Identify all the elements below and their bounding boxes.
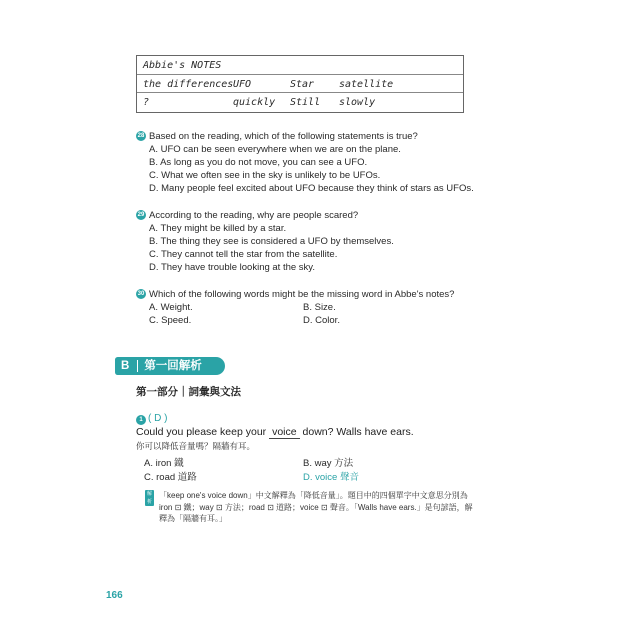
- answer-label: [136, 413, 167, 425]
- correct-choice: D. voice 聲音: [303, 472, 359, 483]
- notes-title-row: [137, 56, 463, 74]
- question-number-badge: 29: [137, 212, 145, 218]
- chinese-translation: 你可以降低音量嗎？隔牆有耳。: [136, 441, 256, 451]
- notes-cell: Star: [290, 79, 315, 90]
- section-title: 第一回解析: [144, 360, 202, 372]
- notes-row-1: [137, 74, 463, 93]
- answer-choices: [136, 457, 436, 485]
- notes-cell: UFO: [233, 79, 252, 90]
- section-letter: B: [121, 360, 130, 372]
- choice: A. iron 鐵: [144, 458, 184, 469]
- explanation-line: iron ⊡ 鐵；way ⊡ 方法；road ⊡ 道路；voice ⊡ 聲音。「Walls have ears.」是句諺語，解: [159, 502, 473, 512]
- subsection-title: 第一部分｜詞彙與文法: [136, 386, 241, 398]
- option: D. Color.: [303, 315, 340, 326]
- option: D. They have trouble looking at the sky.: [149, 262, 315, 273]
- explanation-tag: 解析: [146, 491, 152, 505]
- explanation-line: 釋為「隔牆有耳。」: [159, 514, 227, 523]
- question-stem: [136, 288, 476, 301]
- question-stem: [136, 130, 476, 143]
- choice: C. road 道路: [144, 472, 197, 483]
- option: B. As long as you do not move, you can see a UFO.: [149, 157, 368, 168]
- notes-row-2: [137, 92, 463, 111]
- question-text: According to the reading, why are people scared?: [149, 210, 359, 221]
- notes-cell: slowly: [339, 97, 376, 108]
- option: B. Size.: [303, 302, 336, 313]
- option: C. What we often see in the sky is unlikely to be UFOs.: [149, 170, 381, 181]
- question-text: Based on the reading, which of the following statements is true?: [149, 131, 418, 142]
- option: C. Speed.: [149, 315, 192, 326]
- sentence-part: down? Walls have ears.: [299, 426, 414, 438]
- option-row: [136, 301, 476, 314]
- question-30: [136, 288, 476, 327]
- sentence-part: Could you please keep your: [136, 426, 270, 438]
- explanation-box: [145, 490, 475, 536]
- option-row: [136, 314, 476, 327]
- explanation-text: [159, 490, 475, 525]
- option: A. They might be killed by a star.: [149, 223, 287, 234]
- section-header: [115, 357, 212, 375]
- page-number: 166: [106, 590, 123, 601]
- notes-title: Abbie's NOTES: [143, 60, 222, 71]
- notes-cell: Still: [290, 97, 321, 108]
- explanation-line: 「keep one's voice down」中文解釋為「降低音量」。題目中的四個單字中文意思分別為: [159, 491, 468, 500]
- notes-cell: the differences: [143, 79, 234, 90]
- choice: B. way 方法: [303, 458, 354, 469]
- question-number-badge: 30: [137, 291, 145, 297]
- answer-choice: ( D ): [148, 413, 168, 424]
- section-divider: [137, 360, 138, 372]
- option: B. The thing they see is considered a UFO by themselves.: [149, 236, 394, 247]
- answer-sentence: [136, 426, 414, 439]
- question-29: [136, 209, 476, 274]
- answer-number-badge: 1: [136, 415, 146, 425]
- abbies-notes-table: [136, 55, 464, 113]
- option: A. UFO can be seen everywhere when we are on the plane.: [149, 144, 401, 155]
- notes-cell: ?: [143, 97, 150, 108]
- option: D. Many people feel excited about UFO because they think of stars as UFOs.: [149, 183, 474, 194]
- option: C. They cannot tell the star from the satellite.: [149, 249, 338, 260]
- question-28: [136, 130, 476, 195]
- answer-blank: voice: [269, 426, 300, 439]
- question-text: Which of the following words might be the missing word in Abbe's notes?: [149, 289, 455, 300]
- question-stem: [136, 209, 476, 222]
- option: A. Weight.: [149, 302, 193, 313]
- question-number-badge: 28: [137, 133, 145, 139]
- notes-cell: quickly: [233, 97, 276, 108]
- notes-cell: satellite: [339, 79, 394, 90]
